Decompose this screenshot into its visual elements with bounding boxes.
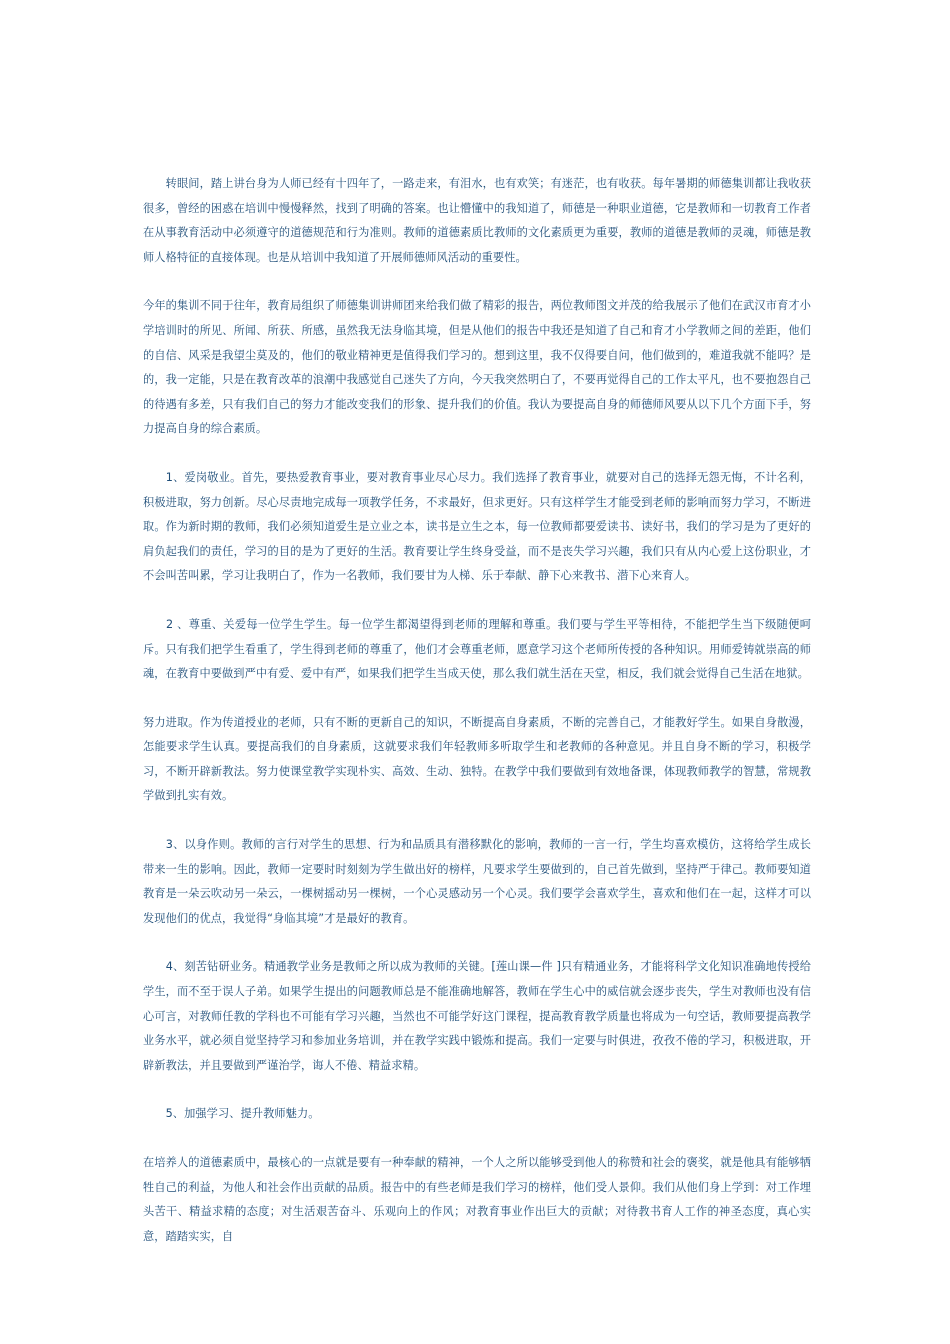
paragraph-intro: 转眼间，踏上讲台身为人师已经有十四年了，一路走来，有泪水，也有欢笑；有迷茫，也有收获。每年暑期的师德集训都让我收获很多，曾经的困惑在培训中慢慢释然，找到了明确的答案。也让懵懂中的我知道了，师德是一种职业道德，它是教师和一切教育工作者在从事教育活动中必须遵守的道德规范和行为准则。教师的道德素质比教师的文化素质更为重要，教师的道德是教师的灵魂，师德是教师人格特征的直接体现。也是从培训中我知道了开展师德师风活动的重要性。 — [143, 177, 811, 264]
paragraph-effort: 努力进取。作为传道授业的老师，只有不断的更新自己的知识，不断提高自身素质，不断的完善自己，才能教好学生。如果自身散漫，怎能要求学生认真。要提高我们的自身素质，这就要求我们年轻教师多听取学生和老教师的各种意见。并且自身不断的学习，积极学习，不断开辟新教法。努力使课堂教学实现朴实、高效、生动、独特。在教学中我们要做到有效地备课，体现教师教学的智慧，常规教学做到扎实有效。 — [143, 715, 811, 803]
paragraph-point-4: 4、刻苦钻研业务。精通教学业务是教师之所以成为教师的关键。[莲山课—件 ]只有精通业务，才能将科学文化知识准确地传授给学生，而不至于误人子弟。如果学生提出的问题教师总是不能准确地解答，教师在学生心中的威信就会逐步丧失，学生对教师也没有信心可言，对教师任教的学科也不可能有学习兴趣，当然也不可能学好这门课程，提高教育教学质量也将成为一句空话，教师要提高教学业务水平，就必须自觉坚持学习和参加业务培训，并在教学实践中锻炼和提高。我们一定要与时俱进，孜孜不倦的学习，积极进取，开辟新教法，并且要做到严谨治学，诲人不倦、精益求精。 — [143, 960, 811, 1072]
paragraph-point-5: 5、加强学习、提升教师魅力。 — [143, 1107, 320, 1121]
paragraph-point-1: 1、爱岗敬业。首先，要热爱教育事业，要对教育事业尽心尽力。我们选择了教育事业，就要对自己的选择无怨无悔，不计名利，积极进取，努力创新。尽心尽责地完成每一项教学任务，不求最好，但求更好。只有这样学生才能受到老师的影响而努力学习，不断进取。作为新时期的教师，我们必须知道爱生是立业之本，读书是立生之本，每一位教师都要爱读书、读好书，我们的学习是为了更好的肩负起我们的责任，学习的目的是为了更好的生活。教育要让学生终身受益，而不是丧失学习兴趣，我们只有从内心爱上这份职业，才不会叫苦叫累，学习让我明白了，作为一名教师，我们要甘为人梯、乐于奉献、静下心来教书、潜下心来育人。 — [143, 470, 811, 583]
paragraph-dedication: 在培养人的道德素质中，最核心的一点就是要有一种奉献的精神，一个人之所以能够受到他人的称赞和社会的褒奖，就是他具有能够牺牲自己的利益，为他人和社会作出贡献的品质。报告中的有些老师是我们学习的榜样，他们受人景仰。我们从他们身上学到：对工作埋头苦干、精益求精的态度；对生活艰苦奋斗、乐观向上的作风；对教育事业作出巨大的贡献；对待教书育人工作的神圣态度，真心实意，踏踏实实，自 — [143, 1156, 811, 1243]
paragraph-point-3: 3、以身作则。教师的言行对学生的思想、行为和品质具有潜移默化的影响，教师的一言一行，学生均喜欢模仿，这将给学生成长带来一生的影响。因此，教师一定要时时刻刻为学生做出好的榜样，凡要求学生要做到的，自己首先做到，坚持严于律己。教师要知道教育是一朵云吹动另一朵云，一棵树摇动另一棵树，一个心灵感动另一个心灵。我们要学会喜欢学生，喜欢和他们在一起，这样才可以发现他们的优点，我觉得“身临其境”才是最好的教育。 — [143, 838, 811, 925]
paragraph-training: 今年的集训不同于往年，教育局组织了师德集训讲师团来给我们做了精彩的报告，两位教师图文并茂的给我展示了他们在武汉市育才小学培训时的所见、所闻、所获、所感，虽然我无法身临其境，但是从他们的报告中我还是知道了自己和育才小学教师之间的差距，他们的自信、风采是我望尘莫及的，他们的敬业精神更是值得我们学习的。想到这里，我不仅得要自问，他们做到的，难道我就不能吗？是的，我一定能，只是在教育改革的浪潮中我感觉自己迷失了方向，今天我突然明白了，不要再觉得自己的工作太平凡，也不要抱怨自己的待遇有多差，只有我们自己的努力才能改变我们的形象、提升我们的价值。我认为要提高自身的师德师风要从以下几个方面下手，努力提高自身的综合素质。 — [143, 299, 811, 436]
paragraph-point-2: 2 、尊重、关爱每一位学生学生。每一位学生都渴望得到老师的理解和尊重。我们要与学生平等相待，不能把学生当下级随便呵斥。只有我们把学生看重了，学生得到老师的尊重了，他们才会尊重老师，愿意学习这个老师所传授的各种知识。用师爱铸就崇高的师魂，在教育中要做到严中有爱、爱中有严，如果我们把学生当成天使，那么我们就生活在天堂，相反，我们就会觉得自己生活在地狱。 — [143, 617, 811, 681]
document-body — [143, 172, 811, 1249]
